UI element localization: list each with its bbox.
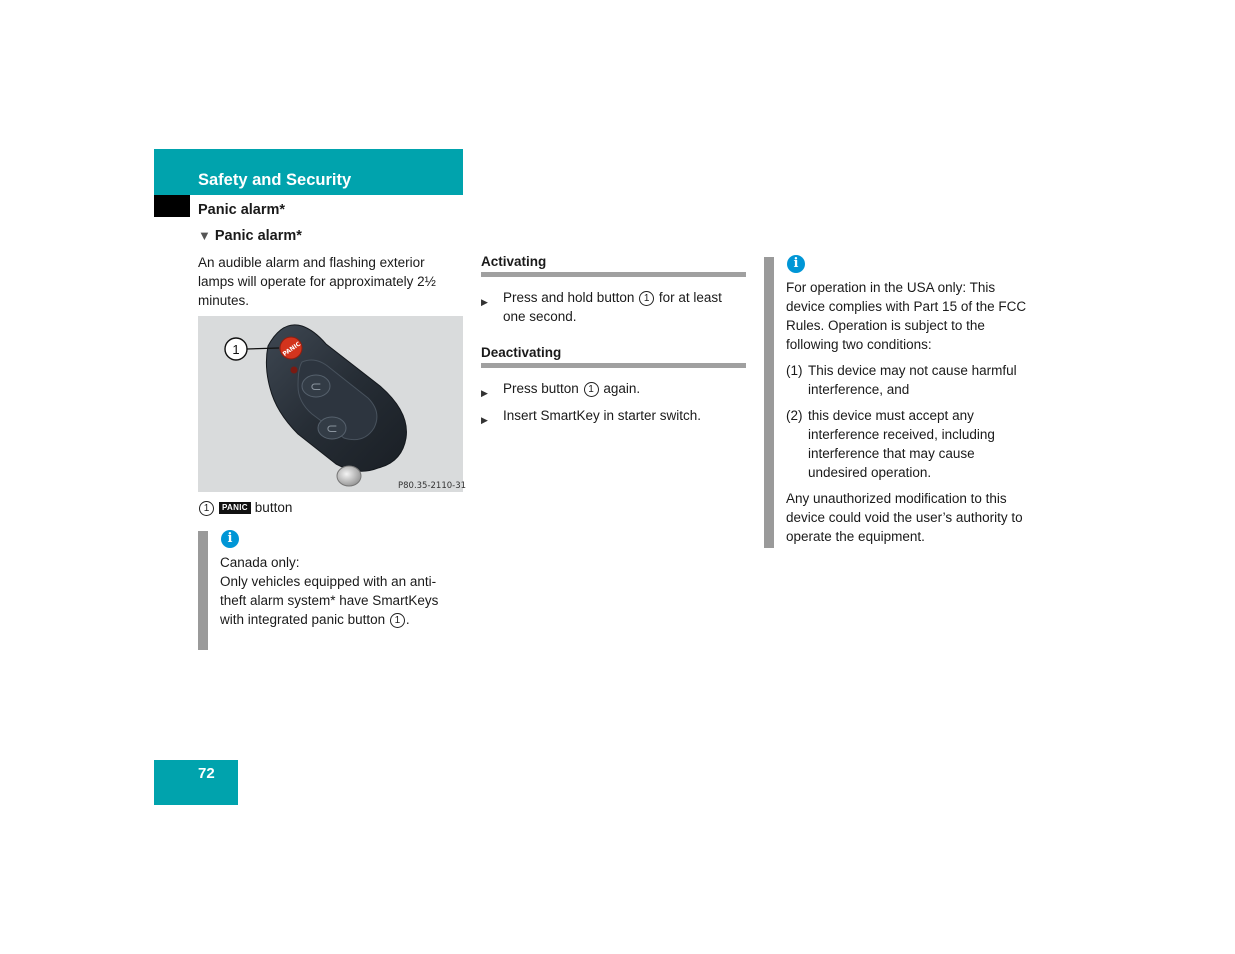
subsection-marker bbox=[154, 195, 190, 217]
section-title: Safety and Security bbox=[198, 171, 352, 189]
note-sidebar bbox=[764, 257, 774, 548]
topic-heading: ▼ Panic alarm* bbox=[198, 228, 302, 244]
bullet-triangle-icon: ▶ bbox=[481, 415, 488, 425]
deactivating-step-2: ▶ Insert SmartKey in starter switch. bbox=[481, 406, 743, 425]
image-reference-code: P80.35-2110-31 bbox=[398, 481, 467, 491]
bullet-triangle-icon: ▶ bbox=[481, 297, 488, 307]
fcc-note: For operation in the USA only: This device complies with Part 15 of the FCC Rules. Operation is subject to the following two conditions: (1) This device may not cause harmful interference, and (2) this device must accept any interference received, including interference that may cause undesired operation. Any unauthorized modification to this device could void the user’s authority to operate the equipment. bbox=[786, 280, 1027, 544]
canada-note: Canada only: Only vehicles equipped with an anti-theft alarm system* have SmartKeys with integrated panic button 1 . bbox=[220, 555, 439, 627]
intro-paragraph: An audible alarm and flashing exterior lamps will operate for approximately 2½ minutes. bbox=[198, 255, 436, 308]
bullet-triangle-icon: ▶ bbox=[481, 388, 488, 398]
heading-rule bbox=[481, 272, 746, 277]
info-icon: i bbox=[221, 530, 239, 548]
deactivating-step-1: ▶ Press button 1 again. bbox=[481, 379, 743, 398]
panic-button-symbol: PANIC bbox=[219, 502, 251, 514]
callout-number: 1 bbox=[199, 501, 214, 516]
photo-panic-label: PANIC bbox=[281, 340, 303, 358]
figure-caption: 1 PANIC button bbox=[198, 498, 292, 517]
page-number-box bbox=[154, 760, 238, 805]
heading-triangle-icon: ▼ bbox=[198, 228, 211, 243]
svg-text:⊂: ⊂ bbox=[310, 379, 322, 395]
svg-text:⊂: ⊂ bbox=[326, 421, 338, 437]
subsection-title: Panic alarm* bbox=[198, 202, 286, 218]
activating-heading: Activating bbox=[481, 254, 547, 269]
deactivating-heading: Deactivating bbox=[481, 345, 562, 360]
photo-callout-1: 1 bbox=[232, 342, 240, 357]
note-sidebar bbox=[198, 531, 208, 650]
activating-step: ▶ Press and hold button 1 for at least one second. bbox=[481, 290, 722, 324]
heading-rule bbox=[481, 363, 746, 368]
info-icon: i bbox=[787, 255, 805, 273]
smartkey-photo bbox=[198, 316, 463, 492]
page-number: 72 bbox=[198, 765, 215, 782]
